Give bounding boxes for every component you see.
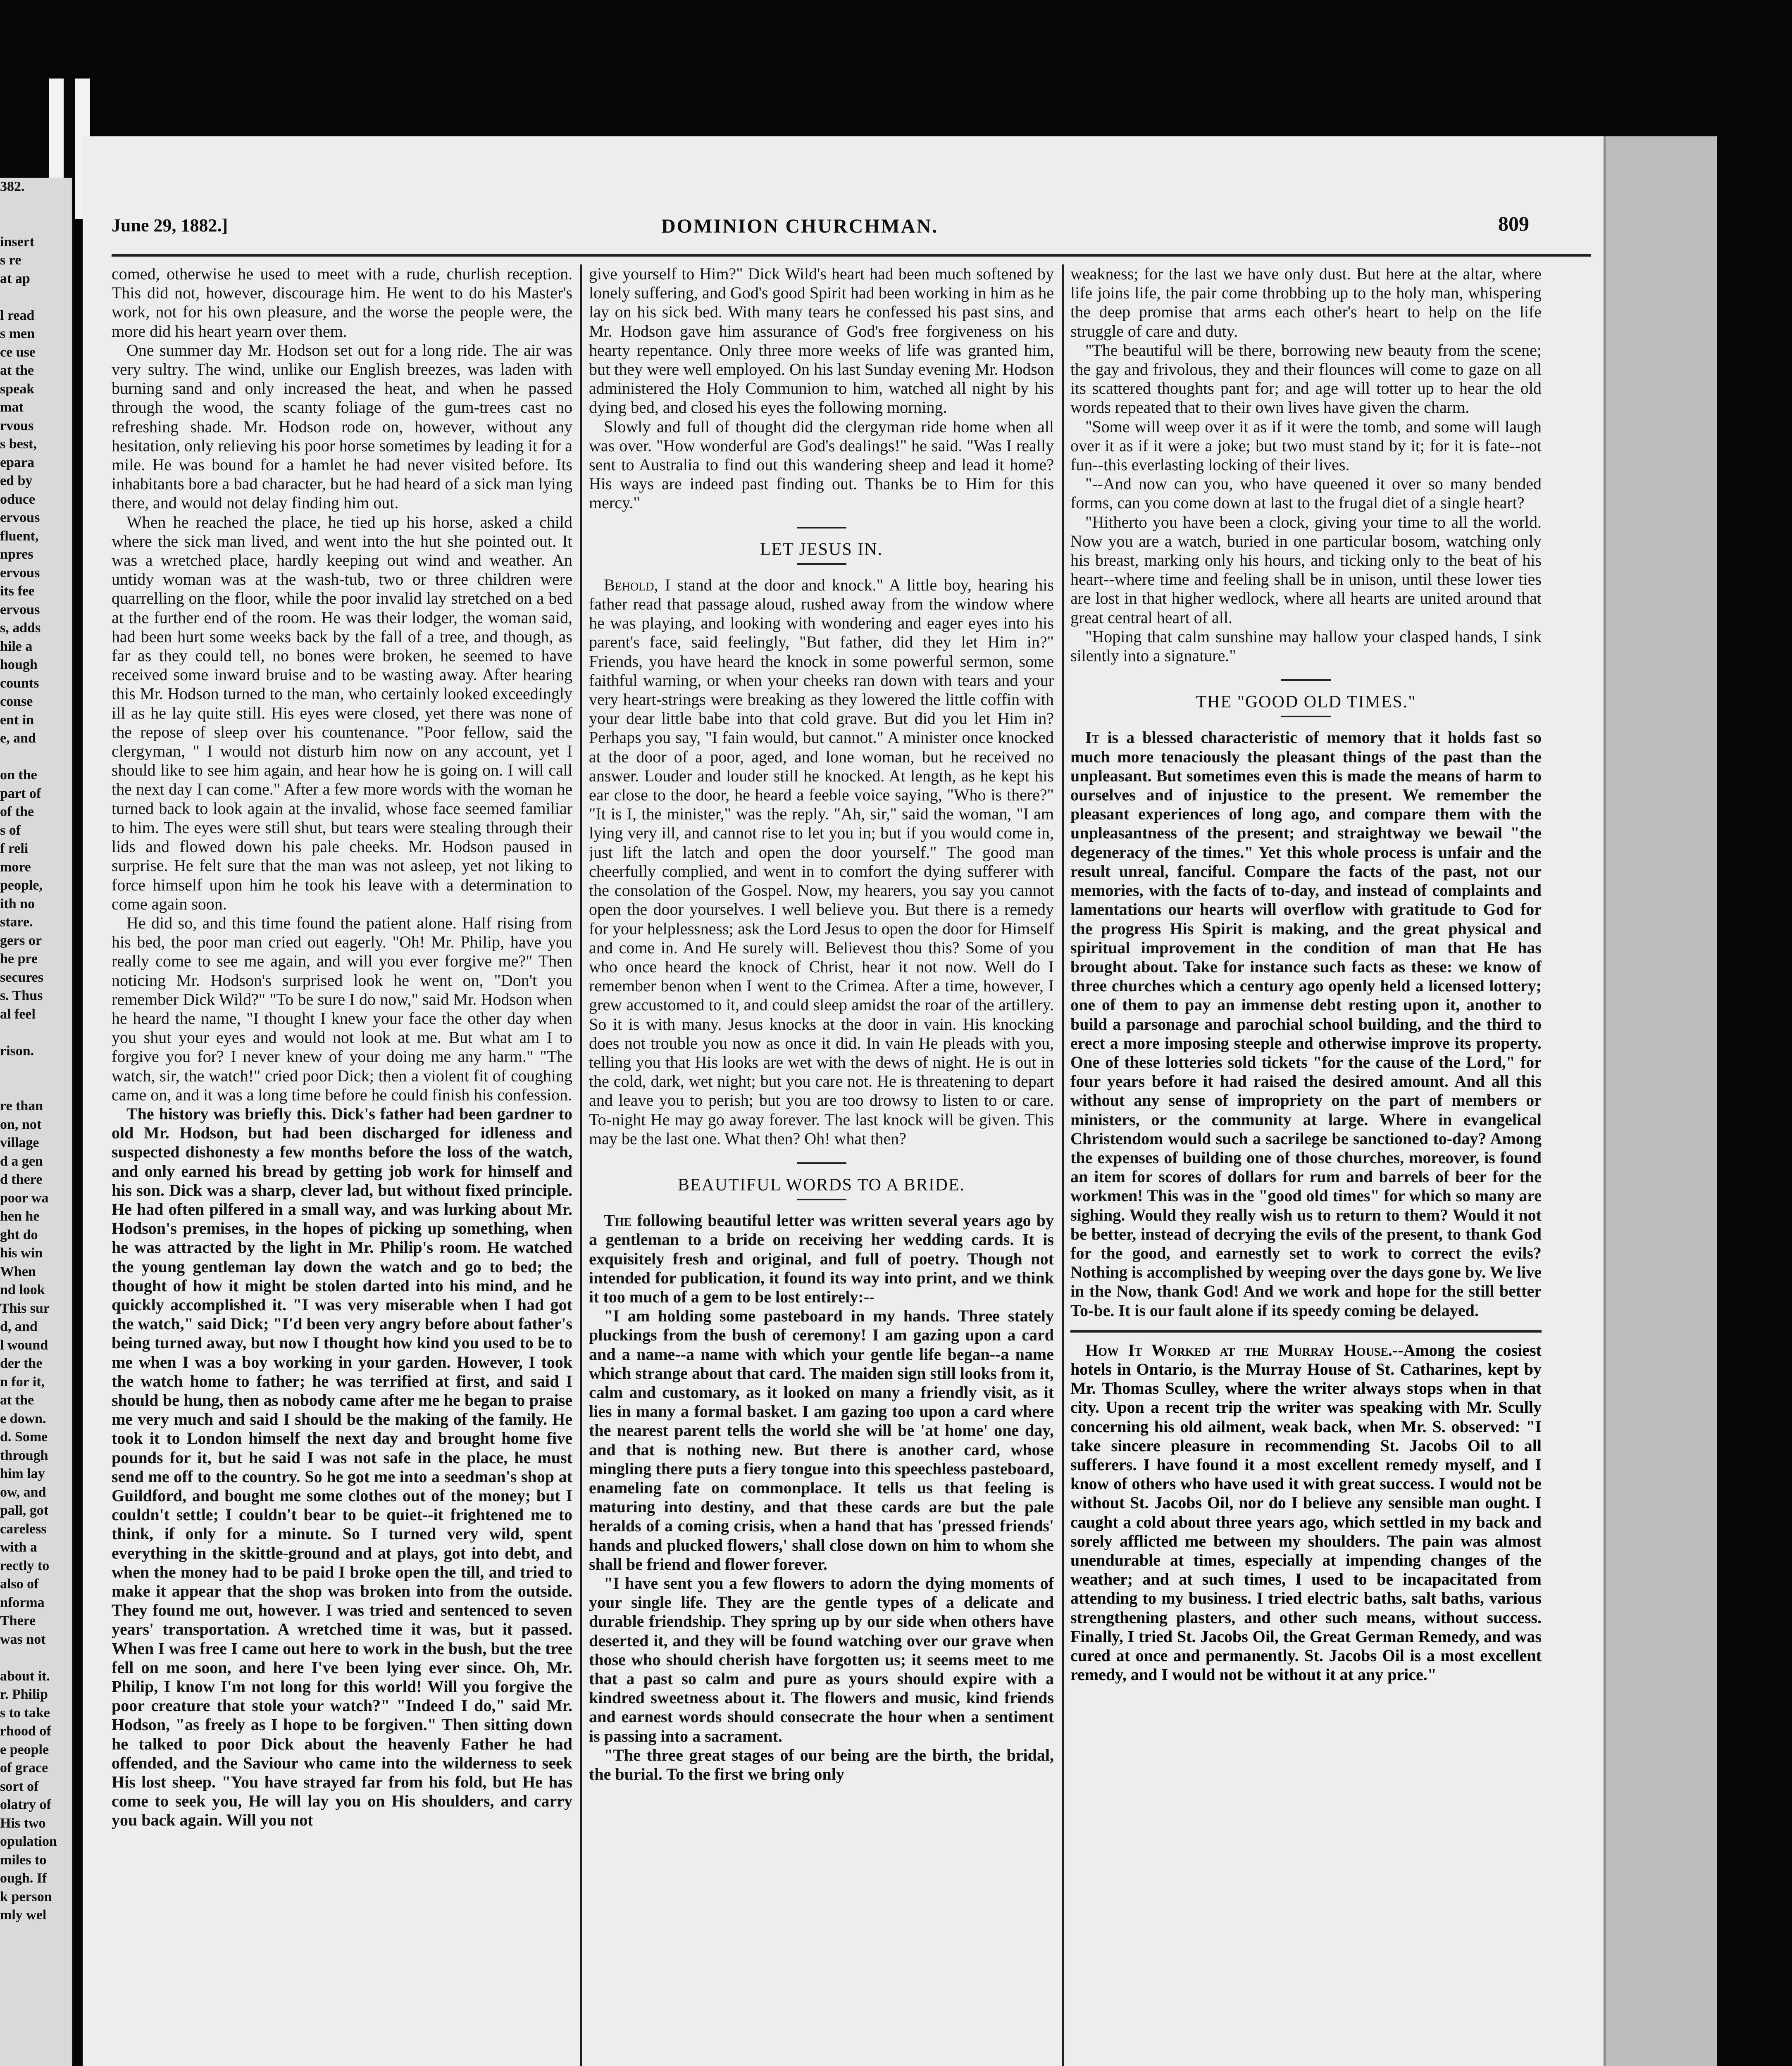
heading-let-jesus-in: LET JESUS IN. [760,540,883,559]
bride-intro-text: following beautiful letter was written several years ago by a gentleman to a bride on receiving her wedding cards. It is exquisitely fresh and original, and full of poetry. Though not intended for publication, it found its way into print, and we think it too much of a gem to be lost entirely:-- [589,1211,1054,1306]
margin-fragment: opulation [0,1834,57,1849]
col3-para-4: "--And now can you, who have queened it over so many bended forms, can you come down at last to the frugal diet of a single heart? [1070,474,1542,512]
margin-fragment: him lay [0,1466,45,1481]
margin-fragment: der the [0,1356,43,1371]
margin-fragment: also of [0,1576,39,1592]
margin-fragment: re than [0,1098,43,1114]
margin-fragment: npres [0,547,33,562]
margin-fragment: s best, [0,436,37,452]
col3-para-1: weakness; for the last we have only dust. But here at the altar, where life joins life, the pair come throbbing up to the holy man, whispering the deep promise that arms each other's heart to help on the life struggle of care and duty. [1070,264,1542,340]
margin-fragment: olatry of [0,1797,51,1812]
let-jesus-in-body [589,576,1054,1148]
margin-fragment: ough. If [0,1871,47,1886]
margin-fragment: stare. [0,914,33,930]
good-old-times-lead: It [1085,728,1100,747]
margin-fragment: pall, got [0,1503,49,1518]
margin-fragment: about it. [0,1668,50,1684]
let-jesus-in-lead: Behold, [604,575,658,594]
margin-fragment: at the [0,363,34,378]
margin-fragment: d there [0,1172,43,1187]
heading-underline [797,563,846,565]
margin-fragment: f reli [0,841,29,856]
margin-fragment [0,1060,72,1079]
margin-fragment: hough [0,657,38,672]
header-rule [112,254,1591,257]
margin-fragment: more [0,859,31,875]
column-rule-2 [1062,264,1064,2066]
bride-article [589,1211,1054,1784]
bride-lead: The [604,1211,632,1230]
margin-fragment: d, and [0,1319,38,1334]
margin-fragment: speak [0,381,35,397]
margin-fragment: he pre [0,951,38,966]
column-1 [112,264,572,2066]
margin-fragment: k person [0,1889,52,1904]
margin-fragment: with a [0,1540,37,1555]
margin-fragment: village [0,1135,39,1150]
margin-fragment: l read [0,307,35,323]
margin-fragment [0,748,72,766]
margin-fragment: careless [0,1521,47,1537]
heading-underline [1281,716,1331,717]
margin-fragment: on, not [0,1116,42,1132]
margin-fragment: mly wel [0,1907,47,1923]
margin-fragment: s to take [0,1705,50,1721]
margin-fragment: This sur [0,1300,50,1316]
column-rule-1 [580,264,582,2066]
issue-date: June 29, 1882.] [112,215,228,236]
heading-underline [797,1199,846,1200]
margin-fragment: sort of [0,1778,39,1794]
margin-fragment: part of [0,785,41,801]
margin-fragment: was not [0,1631,46,1647]
margin-fragment: ow, and [0,1484,46,1500]
margin-fragment: s, adds [0,620,41,636]
bride-para-4: "The three great stages of our being are the birth, the bridal, the burial. To the first we bring only [589,1745,1054,1784]
col3-para-6: "Hoping that calm sunshine may hallow your clasped hands, I sink silently into a signature." [1070,627,1542,665]
margin-fragment: ce use [0,344,36,360]
margin-fragment: counts [0,675,39,691]
margin-fragment: ght do [0,1227,38,1242]
margin-fragment: at the [0,1392,34,1408]
margin-fragment: conse [0,694,33,709]
margin-fragment: al feel [0,1006,36,1022]
margin-fragment [0,214,72,233]
col1-para-3: When he reached the place, he tied up his horse, asked a child where the sick man lived, and went into the hut she pointed out. It was a wretched place, hardly keeping out wind and weather. An untidy woman was at the wash-tub, two or three children were quarrelling on the floor, while the poor invalid lay stretched on a bed at the further end of the room. He was their lodger, the woman said, had been hurt some weeks back by the fall of a tree, and though, as far as they could tell, no bones were broken, he seemed to have received some inward bruise and to be wasting away. After hearing this Mr. Hodson turned to the man, who certainly looked exceedingly ill as he lay quite still. His eyes were closed, yet there was none of the repose of sleep over his countenance. "Poor fellow, said the clergyman, " I would not disturb him now on any account, yet I should like to see him again, and hear how he is going on. I will call the next day I can come." After a few more words with the woman he turned back to look again at the invalid, whose face seemed familiar to him. The eyes were still shut, but tears were stealing through their lids and flowed down his pale cheeks. Mr. Hodson paused in surprise. He felt sure that the man was not asleep, yet not liking to force himself upon him he took his leave with a determination to come again soon. [112,512,572,913]
col2-para-2: Slowly and full of thought did the clergyman ride home when all was over. "How wonderful are God's dealings!" he said. "Was I really sent to Australia to find out this wandering sheep and lead it home? His ways are indeed past finding out. Thanks be to Him for this mercy." [589,417,1054,512]
margin-fragment: hile a [0,638,33,654]
margin-fragment: When [0,1264,36,1279]
let-jesus-in-text: I stand at the door and knock." A little boy, hearing his father read that passage aloud, rushed away from the window where he was playing, and looking with wondering and eager eyes into his parent's face, said feelingly, "But father, did they let Him in?" Friends, you have heard the knock in some powerful sermon, some faithful warning, or when your cheeks ran down with tears and your very heart-strings were breaking as they lowered the little coffin with your dear little babe into that cold grave. But did you let Him in? Perhaps you say, "I fain would, but cannot." A minister once knocked at the door of a poor, aged, and lone woman, but he received no answer. Louder and louder still he knocked. At length, as he kept his ear close to the door, he heard a feeble voice saying, "Who is there?" "It is I, the minister," was the reply. "Ah, sir," said the woman, "I am lying very ill, and cannot rise to let you in; but if you would come in, just lift the latch and open the door yourself." The good man cheerfully complied, and went in to comfort the dying sufferer with the consolation of the Gospel. Now, my hearers, you say you cannot open the door yourselves. I well believe you. But there is a remedy for your helplessness; ask the Lord Jesus to open the door for Himself and come in. And He surely will. Believest thou this? Some of you who once heard the knock of Christ, hear it not now. Well do I remember benon when I went to the Crimea. After a time, however, I grew accustomed to it, and could sleep amidst the roar of the artillery. So it is with many. Jesus knocks at the door in vain. His knocking does not trouble you now as once it did. In vain He pleads with you, telling you that His looks are wet with the dews of night. He is out in the cold, dark, wet night; but you care not. He is threatening to depart and leave you to perish; but you are too drowsy to listen to or care. To-night He may go away forever. The last knock will be given. This may be the last one. What then? Oh! what then? [589,575,1054,1148]
margin-fragment: l wound [0,1337,48,1353]
margin-fragment: rectly to [0,1558,50,1573]
col3-para-2: "The beautiful will be there, borrowing new beauty from the scene; the gay and frivolous, they and their flounces will come to gaze on all its scattered thoughts pant for; and age will totter up to hear the old words repeated that to their own lives have given the charm. [1070,340,1542,417]
margin-fragment [0,196,72,215]
margin-fragment: its fee [0,583,35,599]
margin-fragment: mat [0,400,24,415]
heading-good-old-times: THE "GOOD OLD TIMES." [1196,693,1416,712]
margin-fragment [0,288,72,307]
margin-fragment: s. Thus [0,988,43,1003]
margin-fragment: d a gen [0,1153,43,1169]
section-divider [797,1162,846,1164]
margin-fragment: rhood of [0,1723,51,1739]
margin-fragment [0,1023,72,1042]
margin-fragment: people, [0,878,43,893]
margin-fragment: His two [0,1815,46,1831]
margin-fragment: rison. [0,1043,34,1059]
margin-fragment: ervous [0,602,40,617]
murray-house-advertisement [1070,1341,1542,1685]
margin-fragment: on the [0,767,37,783]
margin-fragment: s of [0,822,21,838]
page-header [112,202,1591,240]
advertisement-heading: How It Worked at the Murray House. [1085,1340,1393,1359]
margin-fragment: There [0,1613,36,1628]
margin-fragment: r. Philip [0,1687,48,1702]
col1-para-1: comed, otherwise he used to meet with a rude, churlish reception. This did not, however, discourage him. He went to do his Master's work, not for his own pleasure, and the worse the people were, the more did his heart yearn over them. [112,264,572,340]
margin-fragment: s re [0,252,21,268]
margin-fragment: s men [0,326,35,341]
col2-para-1: give yourself to Him?" Dick Wild's heart had been much softened by lonely suffering, and God's good Spirit had been working in him as he lay on his sick bed. With many tears he confessed his past sins, and Mr. Hodson gave him assurance of God's free forgiveness on his hearty repentance. Only three more weeks of life was granted him, but they were well employed. On his last Sunday evening Mr. Hodson administered the Holy Communion to him, watched all night by his dying bed, and closed his eyes the following morning. [589,264,1054,417]
advertisement-text: --Among the cosiest hotels in Ontario, is the Murray House of St. Catharines, kept by Mr. Thomas Sculley, where the writer always stops when in that city. Upon a recent trip the writer was speaking with Mr. Scully concerning his old ailment, weak back, when Mr. S. observed: "I take sincere pleasure in recommending St. Jacobs Oil to all sufferers. I have found it a most excellent remedy myself, and I know of others who have used it with great success. I would not be without St. Jacobs Oil, nor do I believe any sensible man ought. I caught a cold about three years ago, which settled in my back and sorely afflicted me between my shoulders. The pain was almost unendurable at times, especially at impending changes of the weather; and at such times, I used to be incapacitated from attending to my business. I tried electric baths, salt baths, various strengthening plasters, and other such means, without success. Finally, I tried St. Jacobs Oil, the Great German Remedy, and was cured at once and permanently. St. Jacobs Oil is a most excellent remedy, and I would not be without it at any price." [1070,1340,1542,1684]
margin-fragment: epara [0,455,35,470]
bride-intro [589,1211,1054,1307]
margin-fragment: poor wa [0,1190,49,1206]
margin-fragment [0,1079,72,1097]
margin-fragment [0,1649,72,1667]
margin-fragment: ervous [0,565,40,581]
col1-para-5: The history was briefly this. Dick's father had been gardner to old Mr. Hodson, but had been discharged for idleness and suspected dishonesty a few months before the loss of the watch, and only earned his bread by getting job work for himself and his son. Dick was a sharp, clever lad, but without fixed principle. He had often pilfered in a small way, and was lurking about Mr. Hodson's premises, in the hopes of picking up something, when he was attracted by the light in Mr. Philip's room. He watched the young gentleman lay down the watch and go to bed; the thought of how it might be stolen darted into his mind, and he quickly accomplished it. "I was very miserable when I had got the watch," said Dick; "I'd been very angry before about father's being turned away, but now I thought how kind you used to be to me when I was a boy working in your garden. However, I took the watch home to father; he was terrified at first, and said I should be hung, then as nobody came after me he began to praise me very much and said I should be the making of the family. He took it to London himself the next day and brought home five pounds for it, but he said I was not safe in the place, he must send me off to the country. So he got me into a seedman's shop at Guildford, and bought me some clothes out of the money; but I couldn't settle; I couldn't bear to be quiet--it frightened me to think, if only for a minute. So I turned very wild, spent everything in the skittle-ground and at plays, got into debt, and when the money had to be paid I broke open the till, and tried to make it appear that the shop was broken into from the outside. They found me out, however. I was tried and sentenced to seven years' transportation. A wretched time it was, but it passed. When I was free I came out here to work in the bush, but the tree fell on me soon, and here I've been lying ever since. Oh, Mr. Philip, I know I'm not long for this world! Will you forgive the poor creature that stole your watch?" "Indeed I do," said Mr. Hodson, "as freely as I hope to be forgiven." Then sitting down he talked to poor Dick about the heavenly Father he had offended, and the Saviour who came into the wilderness to seek His lost sheep. "You have strayed far from his fold, but He has come to seek you, He will lay you on His shoulders, and carry you back again. Will you not [112,1104,572,1830]
bride-para-2: "I am holding some pasteboard in my hands. Three stately pluckings from the bush of ceremony! I am gazing upon a card and a name--a name with which your gentle life began--a name which strange about that card. The maiden sign still looks from it, calm and customary, as it looked on many a friendly visit, as it lies in many a formal basket. I am gazing too upon a card where the nearest parent tells the world she will be 'at home' one day, and that is nothing new. But there is another card, whose mingling there puts a fiery tongue into this speechless pasteboard, enameling fate on commonplace. It tells us that feeling is maturing into destiny, and that these cards are but the pale heralds of a coming crisis, when a hand that has 'pressed friends' hands and plucked flowers,' shall close down on him to whom she shall be friend and flower forever. [589,1307,1054,1573]
margin-fragment: 382. [0,179,25,194]
margin-fragment: through [0,1447,48,1463]
adjacent-page-fragment [0,178,72,2066]
margin-fragment: rvous [0,418,34,433]
column-2 [589,264,1054,2066]
heading-beautiful-words: BEAUTIFUL WORDS TO A BRIDE. [677,1175,965,1195]
margin-fragment: hen he [0,1209,40,1224]
margin-fragment: gers or [0,933,42,948]
margin-fragment: fluent, [0,528,39,544]
bride-para-3: "I have sent you a few flowers to adorn the dying moments of your single life. They are the gentle types of a delicate and durable friendship. They spring up by our side when others have deserted it, and they will be found watching over our grave when those who should cherish have forgotten us; it seems meet to me that a past so calm and pure as yours should expire with a kindred sweetness about it. The flowers and music, kind friends and earnest words should consecrate the hour when a sentiment is passing into a sacrament. [589,1574,1054,1745]
margin-fragment: ed by [0,473,33,488]
masthead-title: DOMINION CHURCHMAN. [661,215,939,237]
col1-para-4: He did so, and this time found the patient alone. Half rising from his bed, the poor man cried out eagerly. "Oh! Mr. Philip, have you really come to see me again, and will you ever forgive me?" Then noticing Mr. Hodson's surprised look he went on, "Don't you remember Dick Wild?" "To be sure I do now," said Mr. Hodson when he heard the name, "I thought I knew your face the other day when you shut your eyes and would not look at me. But what am I to forgive you for? I never knew of your doing me any harm." "The watch, sir, the watch!" cried poor Dick; then a violent fit of coughing came on, and it was a long time before he could finish his confession. [112,913,572,1104]
col3-para-5: "Hitherto you have been a clock, giving your time to all the world. Now you are a watch, buried in one particular bosom, watching only his breast, marking only his hours, and ticking only to the beat of his heart--where time and feeling shall be in unison, until these lower ties are lost in that higher wedlock, where all hearts are united around that great central heart of all. [1070,512,1542,627]
margin-fragment: at ap [0,271,30,286]
advertisement-rule [1070,1330,1542,1333]
margin-fragment: insert [0,234,35,250]
col3-para-3: "Some will weep over it as if it were the tomb, and some will laugh over it as if it were a joke; but two must stand by it; for it is fate--not fun--this everlasting locking of their lives. [1070,417,1542,474]
margin-fragment: d. Some [0,1429,48,1445]
margin-fragment: e down. [0,1411,46,1426]
section-divider [797,527,846,528]
margin-fragment: of the [0,804,34,819]
margin-fragment: nd look [0,1282,45,1297]
margin-fragment: ent in [0,712,34,728]
margin-fragment: of grace [0,1760,48,1776]
margin-fragment: miles to [0,1852,47,1868]
margin-fragment: his win [0,1245,43,1261]
page-number: 809 [1498,212,1529,235]
page-stack-edge [1606,136,1717,2066]
section-divider [1281,679,1331,681]
margin-fragment: e people [0,1742,49,1757]
margin-fragment: secures [0,969,44,985]
margin-fragment: ith no [0,896,35,912]
margin-fragment: oduce [0,491,35,507]
col1-para-2: One summer day Mr. Hodson set out for a long ride. The air was very sultry. The wind, unlike our English breezes, was laden with burning sand and only increased the heat, and when he passed through the wood, the scanty foliage of the gum-trees cast no refreshing shade. Mr. Hodson rode on, however, without any hesitation, only relieving his poor horse sometimes by leading it for a mile. He was bound for a hamlet he had never visited before. Its inhabitants bore a bad character, but he had heard of a sick man lying there, and would not delay finding him out. [112,340,572,512]
good-old-times-text: is a blessed characteristic of memory that it holds fast so much more tenaciously the pleasant things of the past than the unpleasant. But sometimes even this is made the means of harm to ourselves and of injustice to the present. We remember the pleasant experiences of long ago, and compare them with the unpleasantness of the present; and straightway we bewail "the degeneracy of the times." Yet this whole process is unfair and the result unreal, fanciful. Compare the facts of the past, not our memories, with the facts of to-day, and instead of complaints and lamentations our hearts will overflow with gratitude to God for the progress His Spirit is making, and the great physical and spiritual improvement in the condition of man that He has brought about. Take for instance such facts as these: we know of three churches which a century ago openly held a licensed lottery; one of them to pay an immense debt resting upon it, another to build a parsonage and parochial school building, and the third to erect a more imposing steeple and otherwise improve its property. One of these lotteries sold tickets "for the cause of the Lord," for four years before it had raised the desired amount. And all this without any sense of impropriety on the part of members or ministers, or the community at large. Where in evangelical Christendom would such a sacrilege be sanctioned to-day? Among the expenses of building one of those churches, moreover, is found an item for scores of dollars for rum and barrels of beer for the workmen! This was in the "good old times" for which so many are sighing. Would they really wish us to return to them? Would it not be better, instead of decrying the evils of the present, to thank God for the good, and earnestly set to work to correct the evils? Nothing is accomplished by weeping over the days gone by. We live in the Now, thank God! And we work and hope for the still better To-be. It is our fault alone if its speedy coming be delayed. [1070,728,1542,1320]
good-old-times-body [1070,728,1542,1320]
margin-fragment: e, and [0,731,36,746]
margin-fragment: ervous [0,510,40,525]
column-3 [1070,264,1542,2066]
margin-fragment: nforma [0,1595,45,1610]
margin-fragment: n for it, [0,1374,45,1390]
